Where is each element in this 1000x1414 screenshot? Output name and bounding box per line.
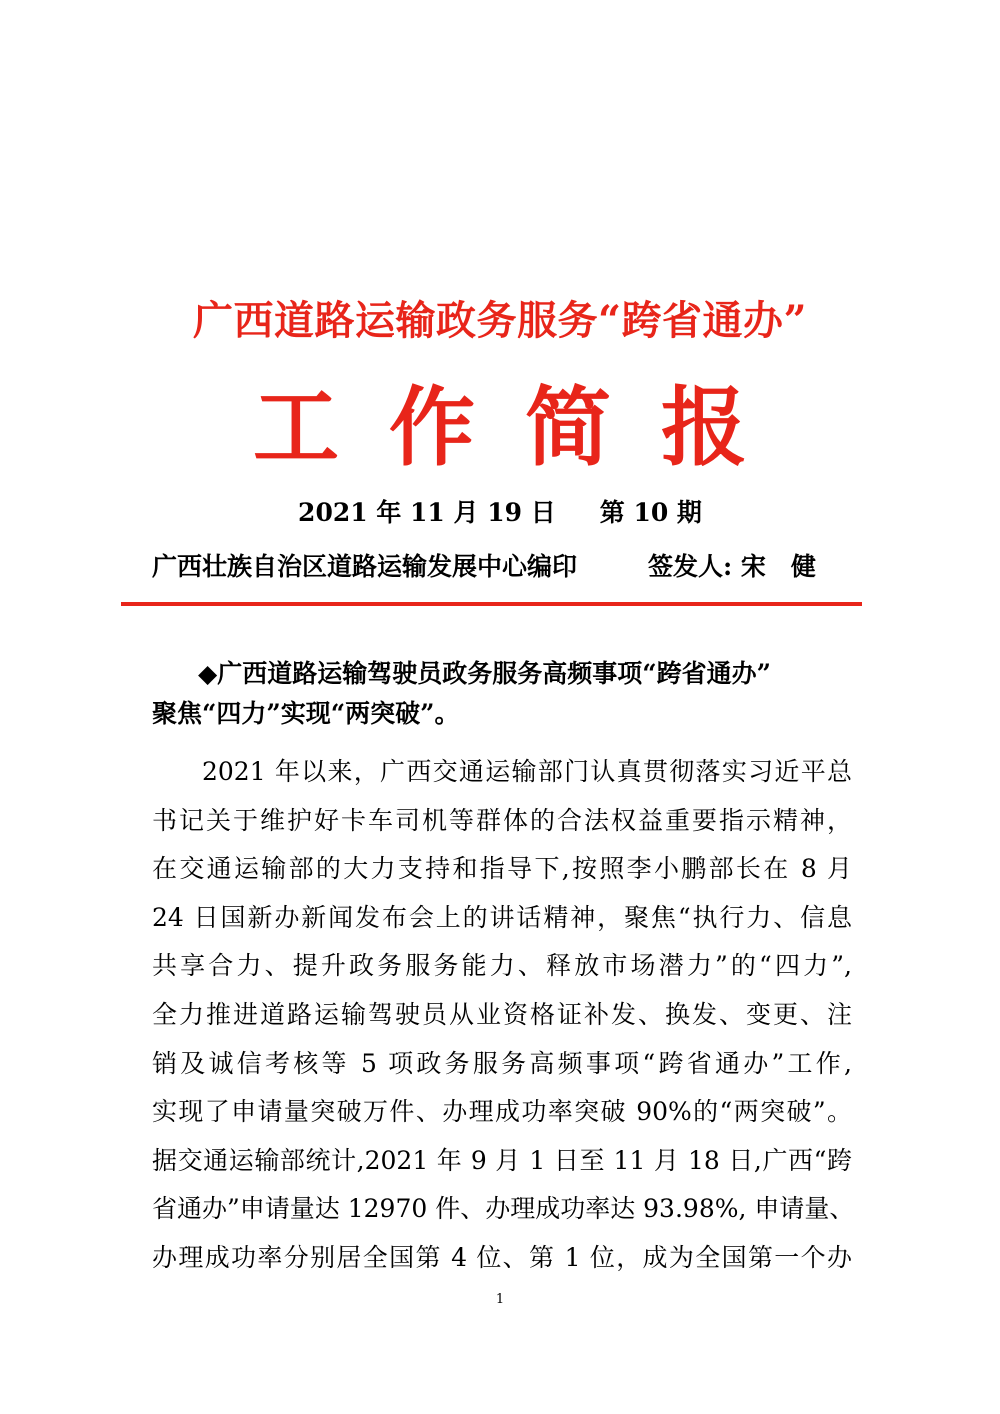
body-line: 办理成功率分别居全国第 4 位、第 1 位，成为全国第一个办: [152, 1242, 852, 1272]
article-headline: [152, 654, 852, 734]
article-body: [152, 748, 855, 1283]
issue-line: [0, 493, 1000, 533]
body-line: 实现了申请量突破万件、办理成功率突破 90%的“两突破”。: [152, 1097, 852, 1127]
page-number: 1: [495, 1292, 505, 1307]
body-line: 2021 年以来，广西交通运输部门认真贯彻落实习近平总: [202, 757, 852, 786]
body-line: 在交通运输部的大力支持和指导下,按照李小鹏部长在 8 月: [152, 854, 852, 884]
body-line: 24 日国新办新闻发布会上的讲话精神，聚焦“执行力、信息: [152, 902, 852, 932]
signer: 签发人: 宋 健: [648, 552, 816, 581]
body-line: 据交通运输部统计,2021 年 9 月 1 日至 11 月 18 日,广西“跨: [152, 1145, 852, 1175]
masthead-title: 广西道路运输政务服务“跨省通办”: [192, 297, 807, 344]
body-line: 共享合力、提升政务服务能力、释放市场潜力”的“四力”,: [152, 951, 852, 981]
body-line: 销及诚信考核等 5 项政务服务高频事项“跨省通办”工作,: [152, 1048, 852, 1078]
issue-date: 2021 年 11 月 19 日: [298, 498, 556, 527]
headline-line-1: 广西道路运输驾驶员政务服务高频事项“跨省通办”: [217, 659, 771, 688]
publisher-org: 广西壮族自治区道路运输发展中心编印: [152, 552, 578, 581]
body-line: 省通办”申请量达 12970 件、办理成功率达 93.98%, 申请量、: [152, 1194, 855, 1224]
masthead-heading: 工作简报: [253, 377, 797, 478]
body-line: 全力推进道路运输驾驶员从业资格证补发、换发、变更、注: [152, 999, 852, 1029]
publisher-line: [152, 547, 852, 587]
headline-line-2: 聚焦“四力”实现“两突破”。: [152, 699, 460, 728]
red-divider: [121, 602, 862, 606]
diamond-bullet-icon: ◆: [198, 659, 218, 688]
body-line: 书记关于维护好卡车司机等群体的合法权益重要指示精神，: [152, 805, 852, 835]
issue-number: 第 10 期: [599, 498, 702, 527]
